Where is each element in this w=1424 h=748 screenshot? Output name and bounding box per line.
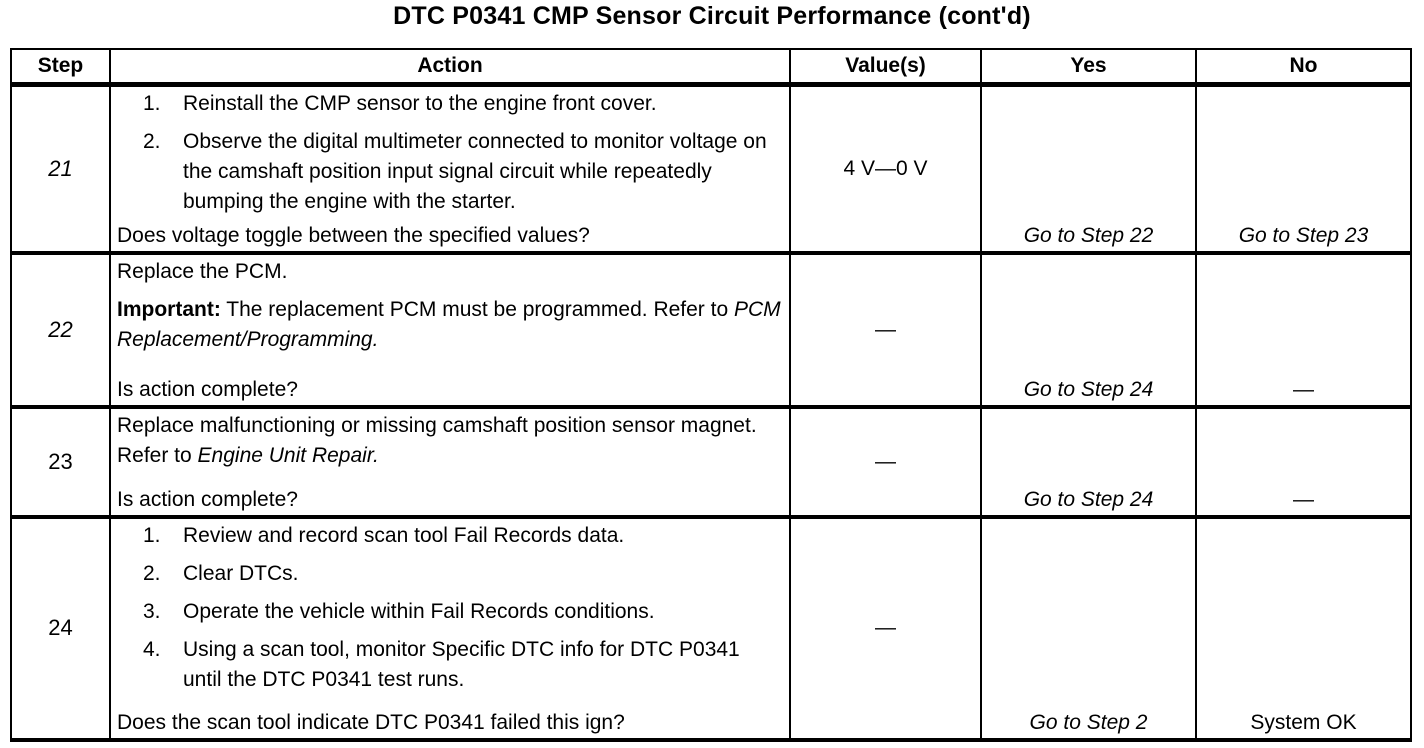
yes-cell: Go to Step 24 <box>981 407 1196 517</box>
step-number: 22 <box>11 253 110 407</box>
header-values: Value(s) <box>790 49 981 85</box>
action-list <box>117 89 783 217</box>
action-question: Does the scan tool indicate DTC P0341 failed this ign? <box>117 711 625 734</box>
important-note: Important: The replacement PCM must be programmed. Refer to PCM Replacement/Programming. <box>117 297 781 351</box>
action-text: Replace the PCM. <box>117 259 288 283</box>
yes-cell: Go to Step 2 <box>981 517 1196 740</box>
header-yes: Yes <box>981 49 1196 85</box>
value-cell: — <box>790 407 981 517</box>
header-step: Step <box>11 49 110 85</box>
action-cell <box>110 85 790 253</box>
table-row-step-21 <box>11 85 1411 253</box>
action-cell <box>110 517 790 740</box>
action-cell <box>110 407 790 517</box>
action-question: Is action complete? <box>117 378 298 402</box>
no-cell: — <box>1196 407 1411 517</box>
yes-cell: Go to Step 22 <box>981 85 1196 253</box>
table-row-step-22 <box>11 253 1411 407</box>
action-item: 2. Observe the digital multimeter connected to monitor voltage on the camshaft position input signal circuit while repeatedly bumping the engine with the starter. <box>143 130 767 213</box>
value-cell: — <box>790 517 981 740</box>
value-cell: 4 V—0 V <box>790 85 981 253</box>
action-list <box>117 521 783 695</box>
yes-cell: Go to Step 24 <box>981 253 1196 407</box>
action-item: 4. Using a scan tool, monitor Specific DTC info for DTC P0341 until the DTC P0341 test runs. <box>143 637 740 691</box>
action-text: Replace malfunctioning or missing camshaft position sensor magnet. Refer to Engine Unit Repair. <box>117 414 757 468</box>
action-item: 3. Operate the vehicle within Fail Records conditions. <box>143 599 655 623</box>
reference-link: Engine Unit Repair. <box>197 444 379 468</box>
no-cell: Go to Step 23 <box>1196 85 1411 253</box>
action-question: Is action complete? <box>117 487 298 511</box>
no-cell: System OK <box>1196 517 1411 740</box>
page-title: DTC P0341 CMP Sensor Circuit Performance (cont'd) <box>393 2 1031 30</box>
action-item: 1. Review and record scan tool Fail Records data. <box>143 523 625 547</box>
diagnostic-table <box>10 48 1412 742</box>
step-number: 23 <box>11 407 110 517</box>
action-item: 1. Reinstall the CMP sensor to the engine front cover. <box>143 92 657 115</box>
step-number: 24 <box>11 517 110 740</box>
header-action: Action <box>110 49 790 85</box>
table-row-step-24 <box>11 517 1411 740</box>
reference-link: PCM Replacement/Programming. <box>117 297 781 351</box>
action-cell <box>110 253 790 407</box>
action-item: 2. Clear DTCs. <box>143 561 299 585</box>
no-cell: — <box>1196 253 1411 407</box>
action-question: Does voltage toggle between the specified values? <box>117 223 590 247</box>
value-cell: — <box>790 253 981 407</box>
step-number: 21 <box>11 85 110 253</box>
header-no: No <box>1196 49 1411 85</box>
table-row-step-23 <box>11 407 1411 517</box>
header-row <box>11 49 1411 85</box>
